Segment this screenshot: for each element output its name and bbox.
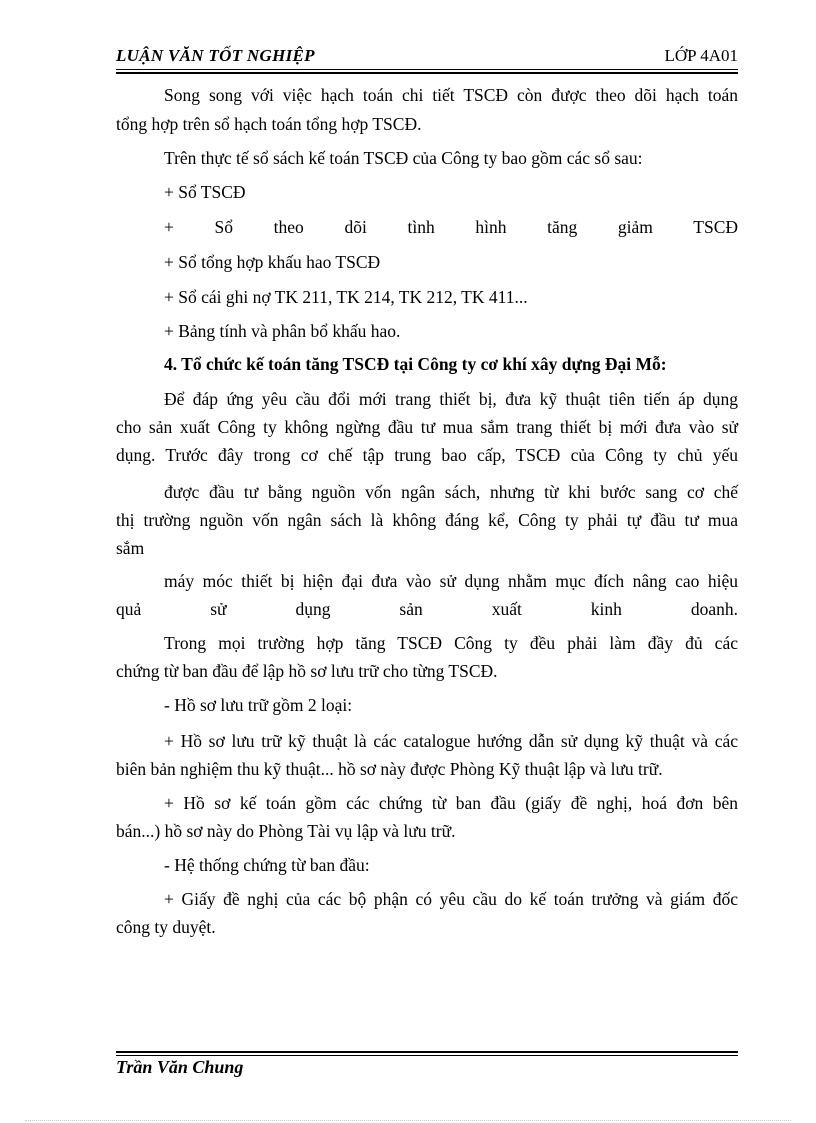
paragraph-line: thị trường nguồn vốn ngân sách là không đáng kể, Công ty phải tự đầu tư mua (116, 510, 738, 530)
list-item: + Bảng tính và phân bổ khấu hao. (164, 321, 401, 341)
paragraph-line: Song song với việc hạch toán chi tiết TSCĐ còn được theo dõi hạch toán (164, 85, 738, 105)
list-item: + Sổ tổng hợp khấu hao TSCĐ (164, 252, 381, 272)
paragraph-line: Để đáp ứng yêu cầu đổi mới trang thiết bị, đưa kỹ thuật tiên tiến áp dụng (164, 389, 738, 409)
paragraph-line: + Giấy đề nghị của các bộ phận có yêu cầu do kế toán trưởng và giám đốc (164, 889, 738, 909)
paragraph-line: Trong mọi trường hợp tăng TSCĐ Công ty đều phải làm đầy đủ các (164, 633, 738, 653)
paragraph-line: + Hồ sơ kế toán gồm các chứng từ ban đầu (giấy đề nghị, hoá đơn bên (164, 793, 738, 813)
paragraph-line: công ty duyệt. (116, 917, 216, 937)
paragraph-line: chứng từ ban đầu để lập hồ sơ lưu trữ cho từng TSCĐ. (116, 661, 498, 681)
paragraph-line: - Hệ thống chứng từ ban đầu: (164, 855, 370, 875)
header-divider (116, 69, 738, 70)
author-name: Trần Văn Chung (116, 1057, 244, 1077)
paragraph-line: dụng. Trước đây trong cơ chế tập trung bao cấp, TSCĐ của Công ty chủ yếu (116, 445, 738, 465)
list-item: + Sổ theo dõi tình hình tăng giảm TSCĐ (164, 217, 738, 237)
list-item: + Sổ cái ghi nợ TK 211, TK 214, TK 212, TK 411... (164, 287, 528, 307)
paragraph-line: Trên thực tế sổ sách kế toán TSCĐ của Công ty bao gồm các sổ sau: (164, 148, 643, 168)
footer-divider-thick (116, 1051, 738, 1053)
paragraph-line: + Hồ sơ lưu trữ kỹ thuật là các catalogue hướng dẫn sử dụng kỹ thuật và các (164, 731, 738, 751)
paragraph-line: được đầu tư bằng nguồn vốn ngân sách, nhưng từ khi bước sang cơ chế (164, 482, 738, 502)
thesis-title: LUẬN VĂN TỐT NGHIỆP (116, 46, 315, 65)
paragraph-line: quả sử dụng sản xuất kinh doanh. (116, 599, 738, 619)
section-heading: 4. Tổ chức kế toán tăng TSCĐ tại Công ty cơ khí xây dựng Đại Mỗ: (164, 354, 667, 374)
paragraph-line: máy móc thiết bị hiện đại đưa vào sử dụng nhằm mục đích nâng cao hiệu (164, 571, 738, 591)
paragraph-line: cho sản xuất Công ty không ngừng đầu tư mua sắm trang thiết bị mới đưa vào sử (116, 417, 738, 437)
header-divider-thick (116, 72, 738, 74)
list-item: + Sổ TSCĐ (164, 182, 246, 202)
page-edge (25, 1120, 791, 1121)
footer-divider (116, 1055, 738, 1056)
paragraph-line: tổng hợp trên sổ hạch toán tổng hợp TSCĐ. (116, 114, 422, 134)
paragraph-line: biên bản nghiệm thu kỹ thuật... hồ sơ này được Phòng Kỹ thuật lập và lưu trữ. (116, 759, 663, 779)
class-code: LỚP 4A01 (664, 46, 738, 65)
paragraph-line: bán...) hồ sơ này do Phòng Tài vụ lập và lưu trữ. (116, 821, 456, 841)
paragraph-line: - Hồ sơ lưu trữ gồm 2 loại: (164, 695, 353, 715)
paragraph-line: sắm (116, 538, 145, 558)
